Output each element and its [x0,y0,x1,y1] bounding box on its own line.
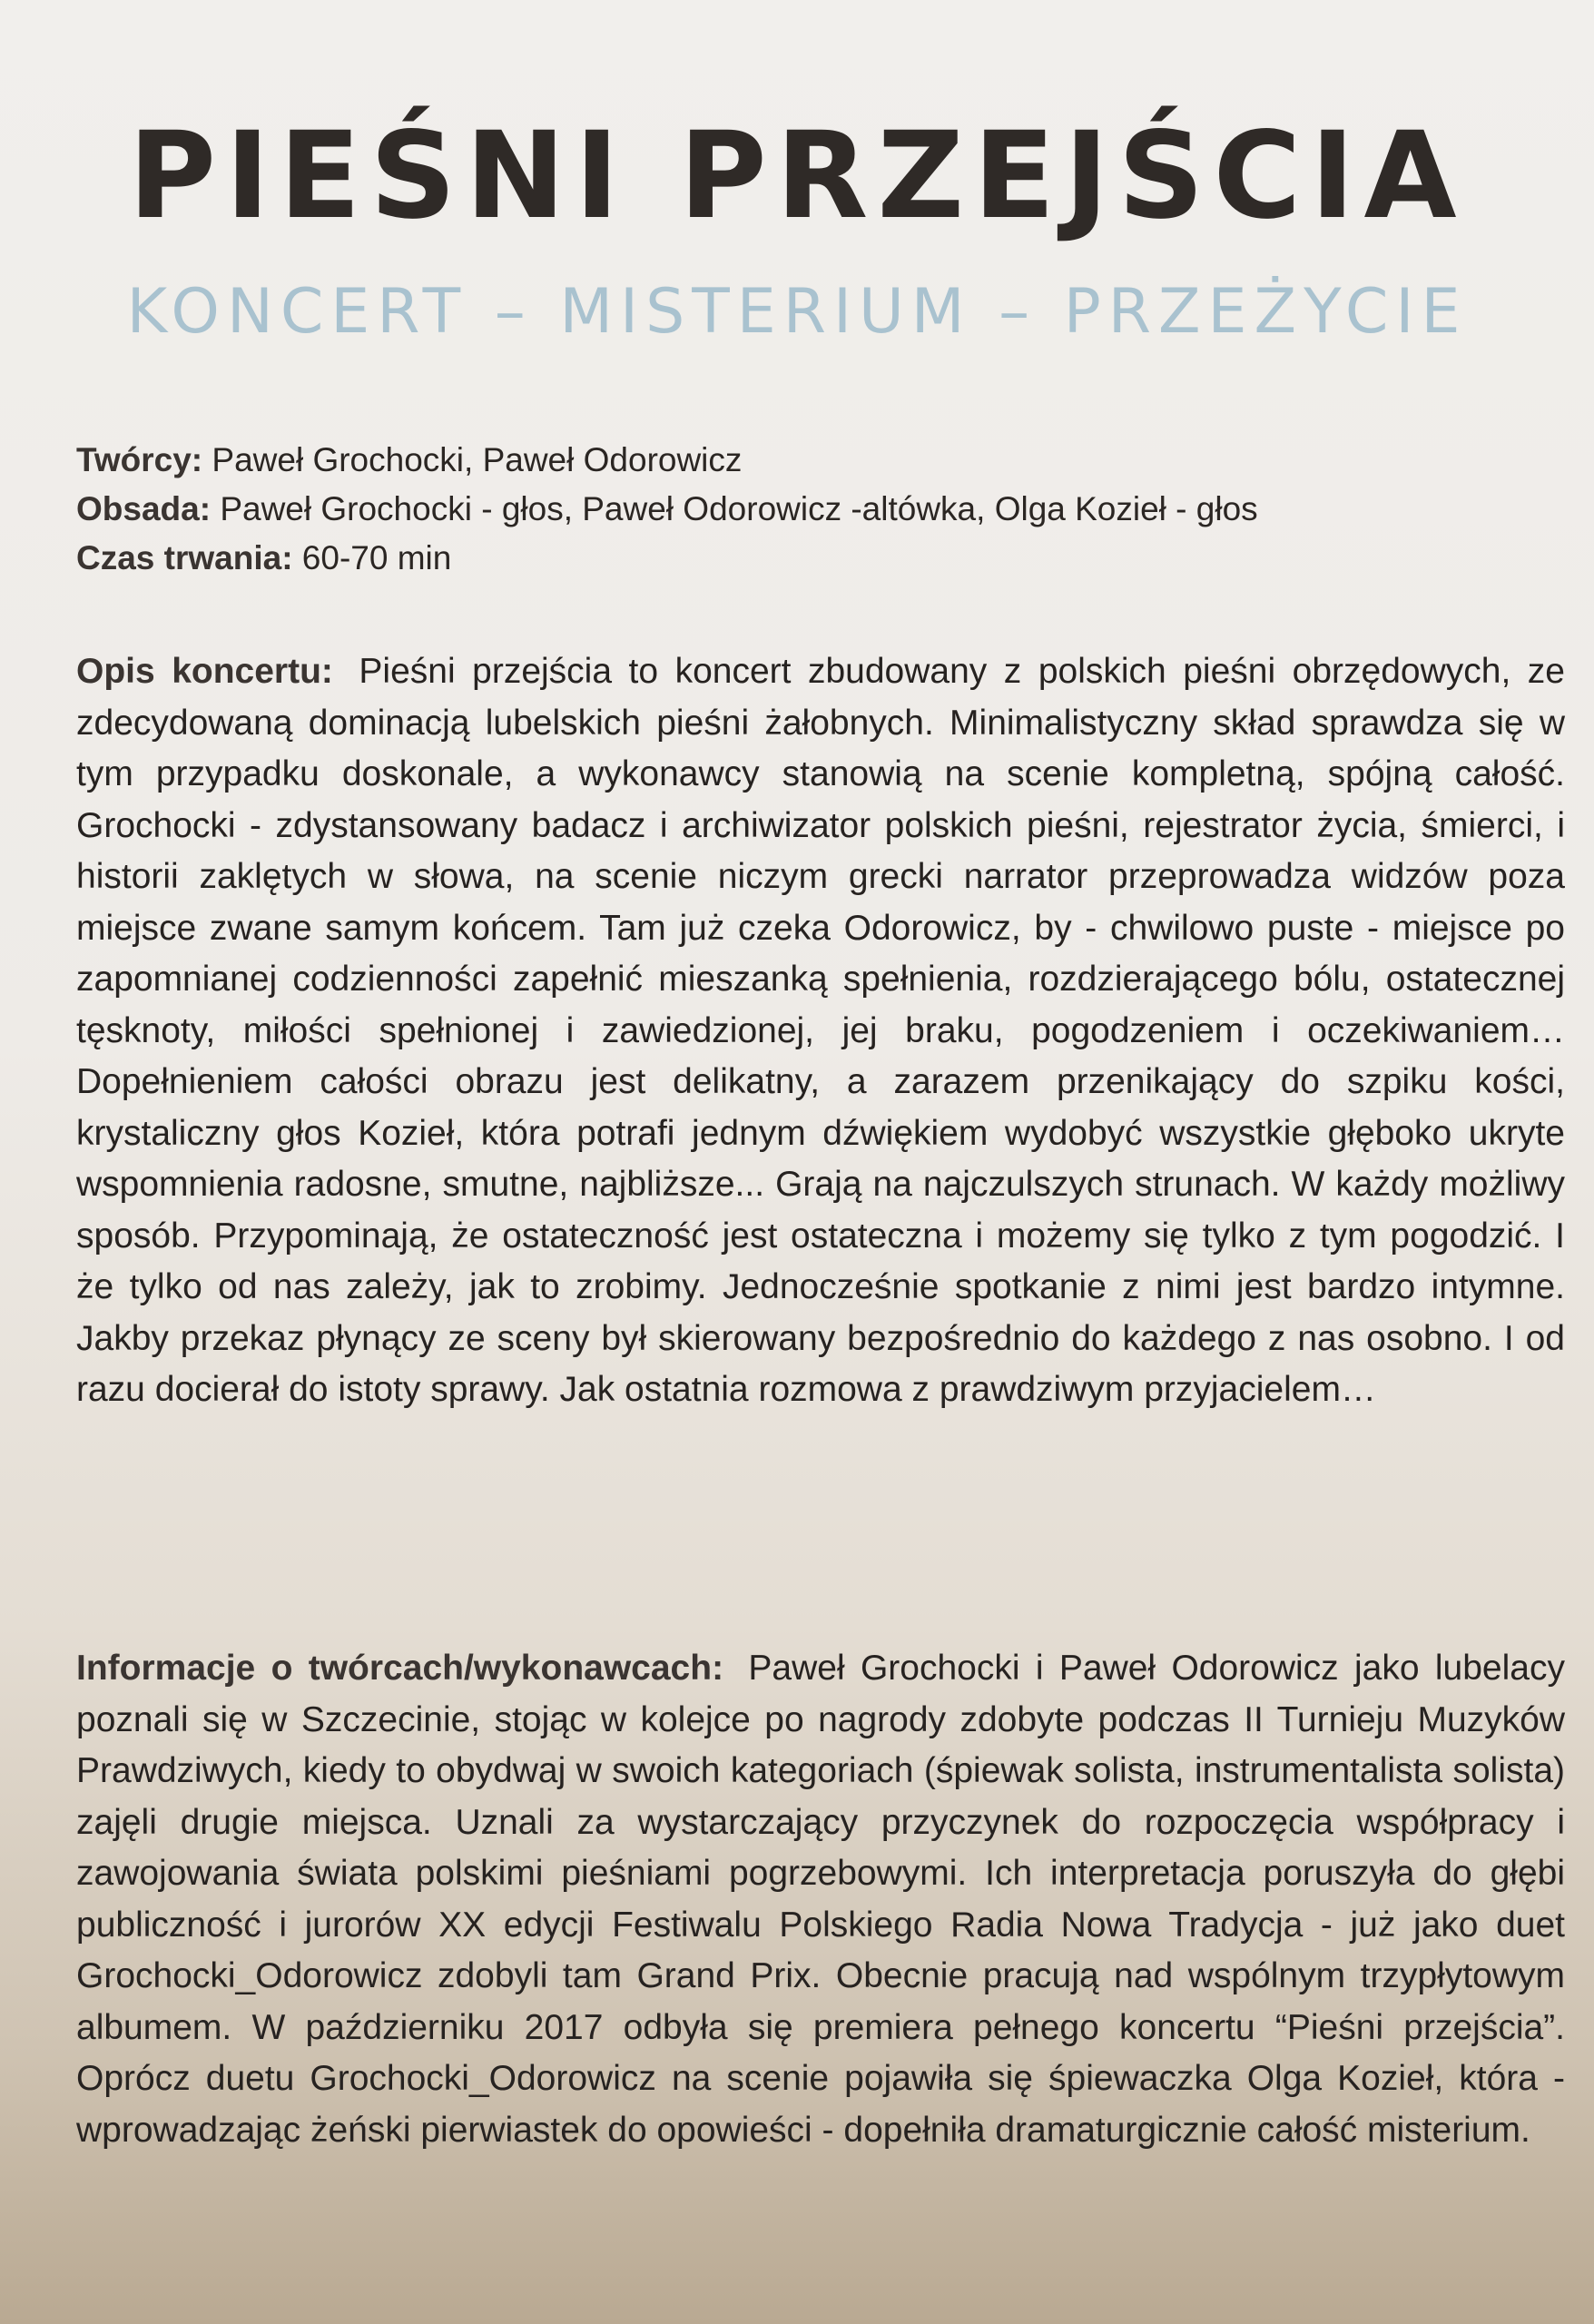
info-text: Paweł Grochocki i Paweł Odorowicz jako lubelacy poznali się w Szczecinie, stojąc w kolejce po nagrody zdobyte podczas II Turnieju Muzyków Prawdziwych, kiedy to obydwaj w swoich kategoriach (śpiewak solista, instrumentalista solista) zajęli drugie miejsca. Uznali za wystarczający przyczynek do rozpoczęcia współpracy i zawojowania świata polskimi pieśniami pogrzebowymi. Ich interpretacja poruszyła do głębi publiczność i jurorów XX edycji Festiwalu Polskiego Radia Nowa Tradycja - już jako duet Grochocki_Odorowicz zdobyli tam Grand Prix. Obecnie pracują nad wspólnym trzypłytowym albumem. W październiku 2017 odbyła się premiera pełnego koncertu “Pieśni przejścia”. Oprócz duetu Grochocki_Odorowicz na scenie pojawiła się śpiewaczka Olga Kozieł, która - wprowadzając żeński pierwiastek do opowieści - dopełniła dramaturgicznie całość misterium. [76,1649,1565,2150]
credits-section [76,436,1565,583]
concert-description [76,646,1565,1416]
cast-row [76,485,1565,534]
creators-row [76,436,1565,485]
duration-label: Czas trwania: [76,539,293,576]
page-title: PIEŚNI PRZEJŚCIA [128,106,1466,246]
duration-value: 60-70 min [301,539,452,576]
description-label: Opis koncertu: [76,652,333,691]
creators-label: Twórcy: [76,441,203,478]
description-text: Pieśni przejścia to koncert zbudowany z polskich pieśni obrzędowych, ze zdecydowaną dominacją lubelskich pieśni żałobnych. Minimalistyczny skład sprawdza się w tym przypadku doskonale, a wykonawcy stanowią na scenie kompletną, spójną całość. Grochocki - zdystansowany badacz i archiwizator polskich pieśni, rejestrator życia, śmierci, i historii zaklętych w słowa, na scenie niczym grecki narrator przeprowadza widzów poza miejsce zwane samym końcem. Tam już czeka Odorowicz, by - chwilowo puste - miejsce po zapomnianej codzienności zapełnić mieszanką spełnienia, rozdzierającego bólu, ostatecznej tęsknoty, miłości spełnionej i zawiedzionej, jej braku, pogodzeniem i oczekiwaniem… Dopełnieniem całości obrazu jest delikatny, a zarazem przenikający do szpiku kości, krystaliczny głos Kozieł, która potrafi jednym dźwiękiem wydobyć wszystkie głęboko ukryte wspomnienia radosne, smutne, najbliższe... Grają na najczulszych strunach. W każdy możliwy sposób. Przypominają, że ostateczność jest ostateczna i możemy się tylko z tym pogodzić. I że tylko od nas zależy, jak to zrobimy. Jednocześnie spotkanie z nimi jest bardzo intymne. Jakby przekaz płynący ze sceny był skierowany bezpośrednio do każdego z nas osobno. I od razu docierał do istoty sprawy. Jak ostatnia rozmowa z prawdziwym przyjacielem… [76,652,1565,1409]
duration-row [76,534,1565,583]
cast-label: Obsada: [76,490,212,527]
info-label: Informacje o twórcach/wykonawcach: [76,1649,724,1688]
artists-info [76,1643,1565,2156]
cast-value: Paweł Grochocki - głos, Paweł Odorowicz -altówka, Olga Kozieł - głos [220,490,1258,527]
creators-value: Paweł Grochocki, Paweł Odorowicz [212,441,743,478]
page-subtitle: KONCERT – MISTERIUM – PRZEŻYCIE [126,276,1468,348]
